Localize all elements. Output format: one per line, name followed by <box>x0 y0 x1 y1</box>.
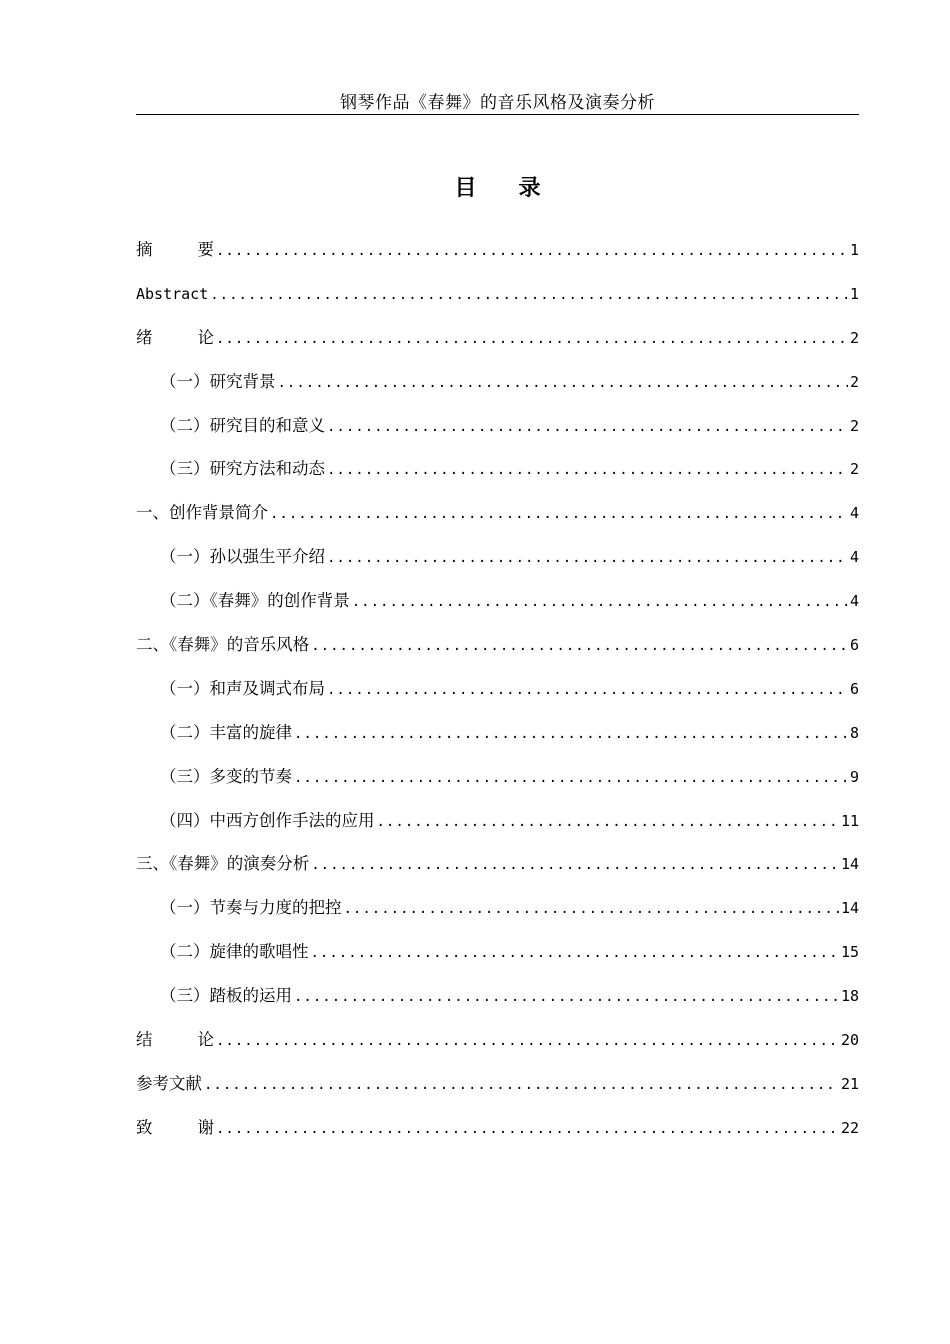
toc-entry-label: （一）研究背景 <box>160 371 276 391</box>
toc-entry-label: （二）研究目的和意义 <box>160 415 325 435</box>
toc-leader-dots <box>216 237 848 265</box>
running-header: 钢琴作品《春舞》的音乐风格及演奏分析 <box>340 93 655 113</box>
toc-entry-introduction[interactable] <box>136 324 859 368</box>
toc-entry-melody[interactable] <box>136 719 859 763</box>
toc-entry-label: （二）《春舞》的创作背景 <box>160 591 350 611</box>
toc-entry-research-background[interactable] <box>136 368 859 412</box>
toc-entry-pedal[interactable] <box>136 982 859 1026</box>
toc-leader-dots <box>327 413 848 441</box>
toc-entry-label: （二）旋律的歌唱性 <box>160 942 309 962</box>
toc-entry-research-methods[interactable] <box>136 455 859 499</box>
toc-entry-label: （一）孙以强生平介绍 <box>160 547 325 567</box>
toc-entry-label: （一）和声及调式布局 <box>160 678 325 698</box>
toc-leader-dots <box>216 325 848 353</box>
toc-entry-chapter-2[interactable] <box>136 631 859 675</box>
toc-page-number: 14 <box>840 855 859 874</box>
toc-leader-dots <box>344 895 839 923</box>
toc-title <box>136 172 859 204</box>
toc-entry-label: （四）中西方创作手法的应用 <box>160 810 375 830</box>
toc-page-number: 2 <box>849 416 859 435</box>
toc-leader-dots <box>294 720 848 748</box>
toc-entry-label: （一）节奏与力度的把控 <box>160 898 342 918</box>
toc-leader-dots <box>311 632 848 660</box>
toc-page-number: 20 <box>840 1031 859 1050</box>
toc-page-number: 21 <box>840 1074 859 1093</box>
toc-title-char-2: 录 <box>518 175 541 201</box>
toc-entry-composer-bio[interactable] <box>136 543 859 587</box>
toc-entry-label: 三、《春舞》的演奏分析 <box>136 854 310 874</box>
toc-entry-conclusion[interactable] <box>136 1026 859 1070</box>
toc-page-number: 4 <box>849 504 859 523</box>
toc-entry-label: 一、创作背景简介 <box>136 503 268 523</box>
toc-leader-dots <box>216 1115 839 1143</box>
toc-leader-dots <box>216 1027 839 1055</box>
header-rule <box>136 114 859 115</box>
toc-leader-dots <box>311 851 839 879</box>
toc-entry-techniques[interactable] <box>136 807 859 851</box>
toc-leader-dots <box>352 588 848 616</box>
toc-page-number: 2 <box>849 328 859 347</box>
toc-page-number: 6 <box>849 679 859 698</box>
toc-entry-cantabile[interactable] <box>136 938 859 982</box>
toc-entry-chapter-1[interactable] <box>136 499 859 543</box>
toc-page-number: 1 <box>849 284 859 303</box>
toc-entry-rhythm[interactable] <box>136 763 859 807</box>
toc-leader-dots <box>204 1071 839 1099</box>
toc-entry-acknowledgements[interactable] <box>136 1114 859 1158</box>
toc-page-number: 9 <box>849 767 859 786</box>
toc-entry-label: Abstract <box>136 284 209 303</box>
toc-entry-label: （三）踏板的运用 <box>160 986 292 1006</box>
toc-page-number: 22 <box>840 1118 859 1137</box>
toc-page-number: 14 <box>840 899 859 918</box>
toc-leader-dots <box>210 281 848 309</box>
toc-leader-dots <box>327 544 848 572</box>
toc-page-number: 2 <box>849 460 859 479</box>
toc-entry-references[interactable] <box>136 1070 859 1114</box>
toc-page-number: 4 <box>849 592 859 611</box>
toc-entry-label: （二）丰富的旋律 <box>160 722 292 742</box>
toc-page-number: 15 <box>840 943 859 962</box>
toc-page-number: 8 <box>849 723 859 742</box>
toc-leader-dots <box>327 456 848 484</box>
toc-entry-rhythm-dynamics[interactable] <box>136 894 859 938</box>
toc-entry-label: 结 论 <box>136 1030 214 1050</box>
toc-entry-label: （三）研究方法和动态 <box>160 459 325 479</box>
toc-entry-chapter-3[interactable] <box>136 850 859 894</box>
toc-page-number: 6 <box>849 636 859 655</box>
toc-page-number: 2 <box>849 372 859 391</box>
toc-leader-dots <box>294 983 839 1011</box>
toc-entry-label: 参考文献 <box>136 1073 202 1093</box>
toc-entry-label: 绪 论 <box>136 327 214 347</box>
toc-entry-creation-background[interactable] <box>136 587 859 631</box>
toc-entry-research-purpose[interactable] <box>136 412 859 456</box>
toc-title-char-1: 目 <box>454 175 477 201</box>
toc-leader-dots <box>270 500 848 528</box>
toc-entry-label: 二、《春舞》的音乐风格 <box>136 635 310 655</box>
toc-leader-dots <box>377 808 839 836</box>
toc-entry-abstract-en[interactable] <box>136 280 859 324</box>
toc-page-number: 18 <box>840 987 859 1006</box>
toc-list <box>136 236 859 1158</box>
toc-entry-label: （三）多变的节奏 <box>160 766 292 786</box>
toc-leader-dots <box>327 676 848 704</box>
toc-entry-harmony[interactable] <box>136 675 859 719</box>
toc-entry-label: 摘 要 <box>136 240 214 259</box>
toc-entry-label: 致 谢 <box>136 1117 214 1137</box>
toc-page-number: 1 <box>849 241 859 259</box>
toc-leader-dots <box>311 939 839 967</box>
toc-entry-abstract-cn[interactable] <box>136 236 859 280</box>
toc-page-number: 11 <box>840 811 859 830</box>
toc-page-number: 4 <box>849 548 859 567</box>
toc-leader-dots <box>278 369 848 397</box>
toc-leader-dots <box>294 764 848 792</box>
